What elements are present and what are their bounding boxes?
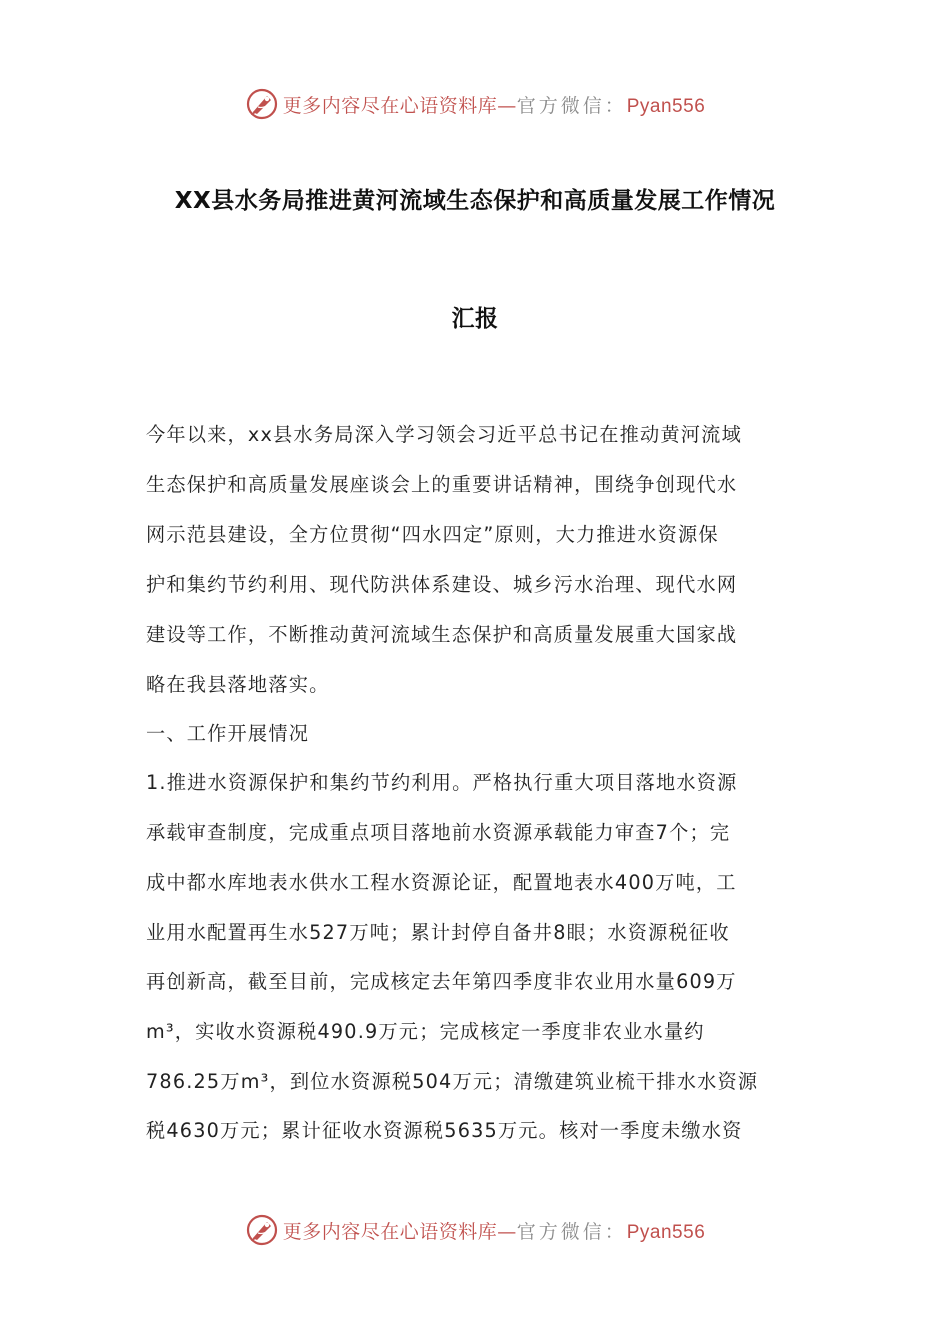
body-line: 业用水配置再生水527万吨；累计封停自备井8眼；水资源税征收	[146, 921, 730, 944]
watermark-banner-bottom	[0, 1210, 950, 1250]
document-title-line-1: XX县水务局推进黄河流域生态保护和高质量发展工作情况	[174, 188, 776, 214]
body-line: 略在我县落地落实。	[146, 673, 330, 696]
body-line: 建设等工作，不断推动黄河流域生态保护和高质量发展重大国家战	[146, 623, 738, 646]
watermark-main-text: 更多内容尽在心语资料库	[282, 94, 498, 117]
body-line: 网示范县建设，全方位贯彻“四水四定”原则，大力推进水资源保	[146, 523, 719, 546]
watermark-banner-top	[0, 84, 950, 124]
body-line: 税4630万元；累计征收水资源税5635万元。核对一季度未缴水资	[146, 1119, 743, 1142]
watermark-text	[283, 1217, 706, 1244]
body-line: 生态保护和高质量发展座谈会上的重要讲话精神，围绕争创现代水	[146, 473, 738, 496]
body-line: 1.推进水资源保护和集约节约利用。严格执行重大项目落地水资源	[146, 771, 738, 794]
body-line: 今年以来，xx县水务局深入学习领会习近平总书记在推动黄河流域	[146, 423, 742, 446]
watermark-wechat-label: 官方微信：	[516, 1220, 627, 1243]
pen-nib-logo-icon	[245, 87, 279, 121]
watermark-dash: —	[497, 1220, 517, 1243]
body-line: 承载审查制度，完成重点项目落地前水资源承载能力审查7个；完	[146, 821, 731, 844]
body-line: 再创新高，截至目前，完成核定去年第四季度非农业用水量609万	[146, 970, 737, 993]
section-heading: 一、工作开展情况	[146, 722, 310, 745]
watermark-main-text: 更多内容尽在心语资料库	[282, 1220, 498, 1243]
document-title-line-2: 汇报	[451, 306, 499, 332]
body-line: 786.25万m³，到位水资源税504万元；清缴建筑业梳干排水水资源	[146, 1070, 759, 1093]
watermark-dash: —	[497, 94, 517, 117]
watermark-text	[283, 91, 706, 118]
body-line: m³，实收水资源税490.9万元；完成核定一季度非农业水量约	[146, 1020, 705, 1043]
body-line: 护和集约节约利用、现代防洪体系建设、城乡污水治理、现代水网	[146, 573, 738, 596]
body-line: 成中都水库地表水供水工程水资源论证，配置地表水400万吨，工	[146, 871, 737, 894]
watermark-wechat-id: Pyan556	[626, 95, 706, 117]
pen-nib-logo-icon	[245, 1213, 279, 1247]
watermark-wechat-id: Pyan556	[626, 1221, 706, 1243]
watermark-wechat-label: 官方微信：	[516, 94, 627, 117]
